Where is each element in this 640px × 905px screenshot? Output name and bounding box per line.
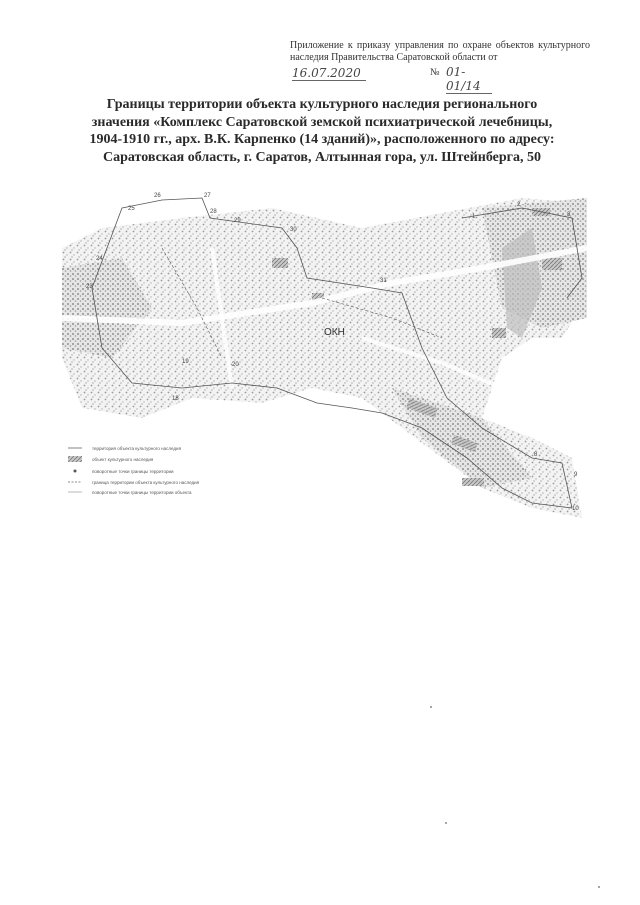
title-line-1: Границы территории объекта культурного наследия регионального <box>106 97 538 112</box>
title-line-4: Саратовская область, г. Саратов, Алтынная гора, ул. Штейнберга, 50 <box>102 149 542 165</box>
title-line-2: значения «Комплекс Саратовской земской психиатрической лечебницы, <box>91 114 553 130</box>
scan-speck <box>445 822 447 824</box>
point-label: 31 <box>380 278 387 284</box>
handwritten-number: 01-01/14 <box>446 65 492 94</box>
point-label: 2 <box>517 202 521 208</box>
legend-swatch-point <box>74 470 77 473</box>
legend-item: граница территории объекта культурного наследия <box>92 480 200 485</box>
document-title <box>62 96 582 166</box>
point-label: 9 <box>574 472 578 478</box>
scan-speck <box>430 706 432 708</box>
point-label: 27 <box>204 193 211 199</box>
point-label: 28 <box>210 209 217 215</box>
handwritten-date: 16.07.2020 <box>292 66 366 81</box>
point-label: 3 <box>567 212 571 218</box>
legend-swatch-building <box>68 456 82 462</box>
point-label: 23 <box>86 284 93 290</box>
territory-map <box>62 188 592 528</box>
point-label: 25 <box>128 206 135 212</box>
point-label: 8 <box>534 452 538 458</box>
point-label: 29 <box>234 218 241 224</box>
legend-item: поворотные точки границы территории <box>92 469 174 474</box>
map-legend <box>68 446 200 495</box>
point-label: 30 <box>290 227 297 233</box>
title-line-3: 1904-1910 гг., арх. В.К. Карпенко (14 зданий)», расположенного по адресу: <box>89 132 555 147</box>
point-label: 24 <box>96 256 103 262</box>
point-label: 1 <box>472 214 476 220</box>
point-label: 10 <box>572 506 579 512</box>
point-label: 18 <box>172 396 179 402</box>
point-label: 26 <box>154 193 161 199</box>
scan-speck <box>598 886 600 888</box>
point-label: 19 <box>182 359 189 365</box>
legend-item: объект культурного наследия <box>92 457 154 462</box>
legend-item: поворотные точки границы территории объекта <box>92 490 192 495</box>
point-label: 20 <box>232 362 239 368</box>
okn-label: ОКН <box>324 327 345 338</box>
appendix-note: Приложение к приказу управления по охране объектов культурного наследия Правительства Саратовской области от <box>290 40 590 63</box>
number-label: № <box>430 67 440 78</box>
legend-item: территория объекта культурного наследия <box>92 446 182 451</box>
